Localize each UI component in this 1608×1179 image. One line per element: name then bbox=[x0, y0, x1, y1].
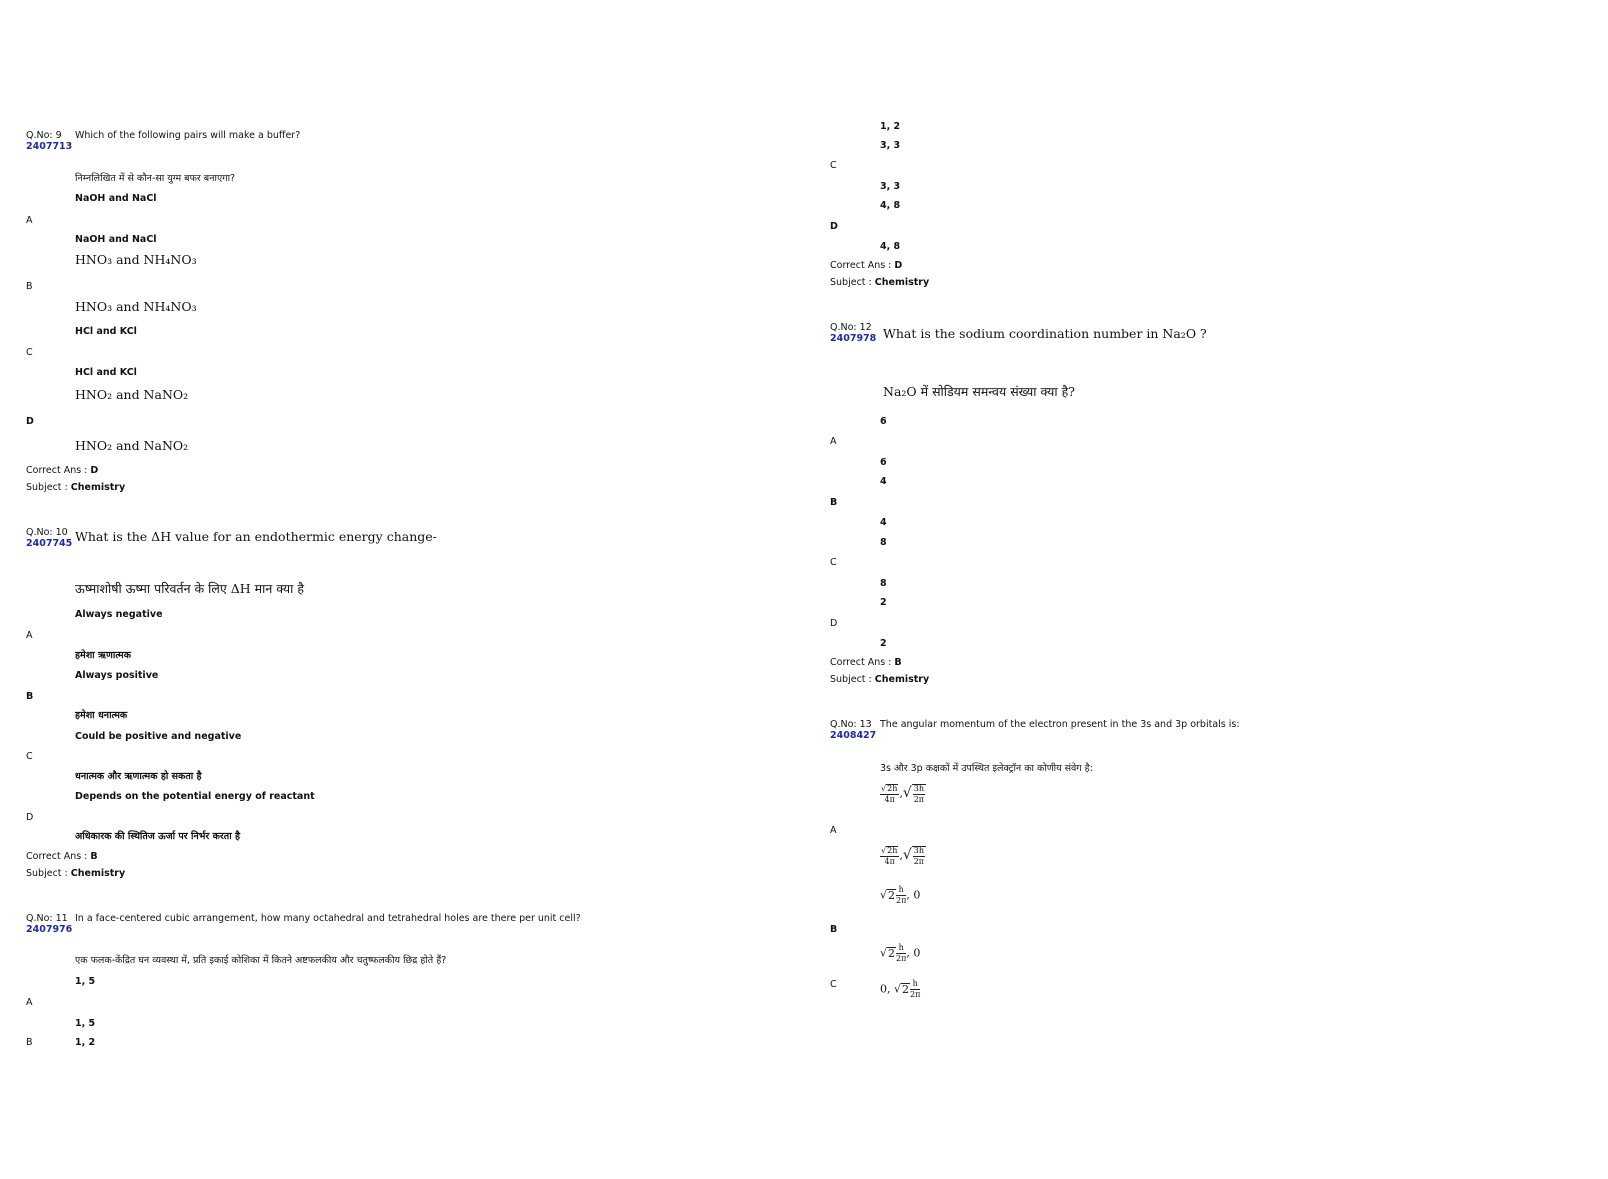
formula-image: $\frac{√2h}{4\pi}$ ,√ $\frac{3h}{2\pi}$ bbox=[881, 784, 925, 804]
question-text: Which of the following pairs will make a buffer? bbox=[75, 130, 301, 141]
question-text: What is the sodium coordination number in Na₂O ? bbox=[883, 326, 1207, 341]
correct-answer: Correct Ans : B bbox=[830, 657, 902, 668]
option-text: HCl and KCl bbox=[75, 367, 137, 378]
question-number: Q.No: 10 bbox=[26, 527, 68, 538]
question-text-hindi: निम्नलिखित में से कौन-सा युग्म बफर बनाएगा? bbox=[75, 173, 236, 184]
option-letter: D bbox=[26, 812, 34, 823]
option-text: 4 bbox=[880, 517, 887, 528]
option-text: NaOH and NaCl bbox=[75, 234, 157, 245]
option-letter: A bbox=[830, 436, 837, 447]
subject: Subject : Chemistry bbox=[830, 674, 930, 685]
option-text: 4 bbox=[880, 476, 887, 487]
option-letter: B bbox=[26, 1037, 33, 1048]
option-text: 8 bbox=[880, 578, 887, 589]
option-text: 1, 2 bbox=[75, 1037, 96, 1048]
question-text-hindi: Na₂O में सोडियम समन्वय संख्या क्या है? bbox=[883, 384, 1075, 399]
option-text: 4, 8 bbox=[880, 200, 901, 211]
option-letter-correct: B bbox=[830, 924, 838, 935]
option-text: Depends on the potential energy of reactant bbox=[75, 791, 315, 802]
option-text: 1, 2 bbox=[880, 121, 901, 132]
formula-image: $\frac{√2h}{4\pi}$ ,√ $\frac{3h}{2\pi}$ bbox=[881, 846, 925, 866]
option-text: हमेशा धनात्मक bbox=[75, 710, 128, 721]
question-number: Q.No: 12 bbox=[830, 322, 872, 333]
option-text: हमेशा ऋणात्मक bbox=[75, 650, 132, 661]
option-text: धनात्मक और ऋणात्मक हो सकता है bbox=[75, 771, 202, 782]
option-text: अधिकारक की स्थितिज ऊर्जा पर निर्भर करता है bbox=[75, 831, 241, 842]
formula-image: √2 $\frac{h}{2\pi}$ , 0 bbox=[880, 943, 921, 963]
option-letter-correct: D bbox=[26, 416, 34, 427]
subject: Subject : Chemistry bbox=[26, 482, 126, 493]
option-text: HNO₂ and NaNO₂ bbox=[75, 387, 189, 402]
question-text-hindi: 3s और 3p कक्षकों में उपस्थित इलेक्ट्रॉन का कोणीय संवेग है: bbox=[880, 763, 1093, 774]
question-text: The angular momentum of the electron present in the 3s and 3p orbitals is: bbox=[880, 719, 1240, 730]
option-letter: C bbox=[26, 751, 33, 762]
formula-image: √2 $\frac{h}{2\pi}$ , 0 bbox=[880, 885, 921, 905]
question-number: Q.No: 11 bbox=[26, 913, 68, 924]
option-letter-correct: D bbox=[830, 221, 838, 232]
question-id: 2407976 bbox=[26, 924, 73, 935]
option-letter: A bbox=[26, 215, 33, 226]
option-text: 4, 8 bbox=[880, 241, 901, 252]
option-text: HNO₃ and NH₄NO₃ bbox=[75, 252, 197, 267]
subject: Subject : Chemistry bbox=[830, 277, 930, 288]
option-text: 6 bbox=[880, 457, 887, 468]
option-letter: C bbox=[830, 160, 837, 171]
option-letter: A bbox=[830, 825, 837, 836]
option-text: 2 bbox=[880, 597, 887, 608]
correct-answer: Correct Ans : B bbox=[26, 851, 98, 862]
option-letter: A bbox=[26, 630, 33, 641]
option-text: 1, 5 bbox=[75, 1018, 96, 1029]
option-text: 3, 3 bbox=[880, 140, 901, 151]
question-id: 2408427 bbox=[830, 730, 877, 741]
option-text: 1, 5 bbox=[75, 976, 96, 987]
option-text: HNO₃ and NH₄NO₃ bbox=[75, 299, 197, 314]
option-letter: C bbox=[26, 347, 33, 358]
option-text: Could be positive and negative bbox=[75, 731, 242, 742]
option-text: Always negative bbox=[75, 609, 163, 620]
question-text: In a face-centered cubic arrangement, how many octahedral and tetrahedral holes are there per unit cell? bbox=[75, 913, 581, 924]
question-id: 2407713 bbox=[26, 141, 73, 152]
option-text: NaOH and NaCl bbox=[75, 193, 157, 204]
option-letter: D bbox=[830, 618, 838, 629]
question-id: 2407745 bbox=[26, 538, 73, 549]
question-number: Q.No: 9 bbox=[26, 130, 62, 141]
option-letter-correct: B bbox=[26, 691, 34, 702]
option-letter: C bbox=[830, 557, 837, 568]
option-text: 2 bbox=[880, 638, 887, 649]
option-letter-correct: B bbox=[830, 497, 838, 508]
subject: Subject : Chemistry bbox=[26, 868, 126, 879]
option-text: 6 bbox=[880, 416, 887, 427]
option-letter: B bbox=[26, 281, 33, 292]
correct-answer: Correct Ans : D bbox=[830, 260, 903, 271]
option-text: HCl and KCl bbox=[75, 326, 137, 337]
option-text: 3, 3 bbox=[880, 181, 901, 192]
option-text: HNO₂ and NaNO₂ bbox=[75, 438, 189, 453]
option-letter: C bbox=[830, 979, 837, 990]
question-text-hindi: ऊष्माशोषी ऊष्मा परिवर्तन के लिए ΔH मान क्या है bbox=[75, 581, 305, 596]
option-text: Always positive bbox=[75, 670, 159, 681]
formula-image: 0, √2 $\frac{h}{2\pi}$ bbox=[880, 979, 921, 999]
question-text: What is the ΔH value for an endothermic energy change- bbox=[75, 529, 437, 544]
option-text: 8 bbox=[880, 537, 887, 548]
question-id: 2407978 bbox=[830, 333, 877, 344]
option-letter: A bbox=[26, 997, 33, 1008]
question-number: Q.No: 13 bbox=[830, 719, 872, 730]
correct-answer: Correct Ans : D bbox=[26, 465, 99, 476]
question-text-hindi: एक फलक-केंद्रित घन व्यवस्था में, प्रति इकाई कोशिका में कितने अष्टफलकीय और चतुष्फलकीय छिद्र होते हैं? bbox=[75, 955, 447, 966]
